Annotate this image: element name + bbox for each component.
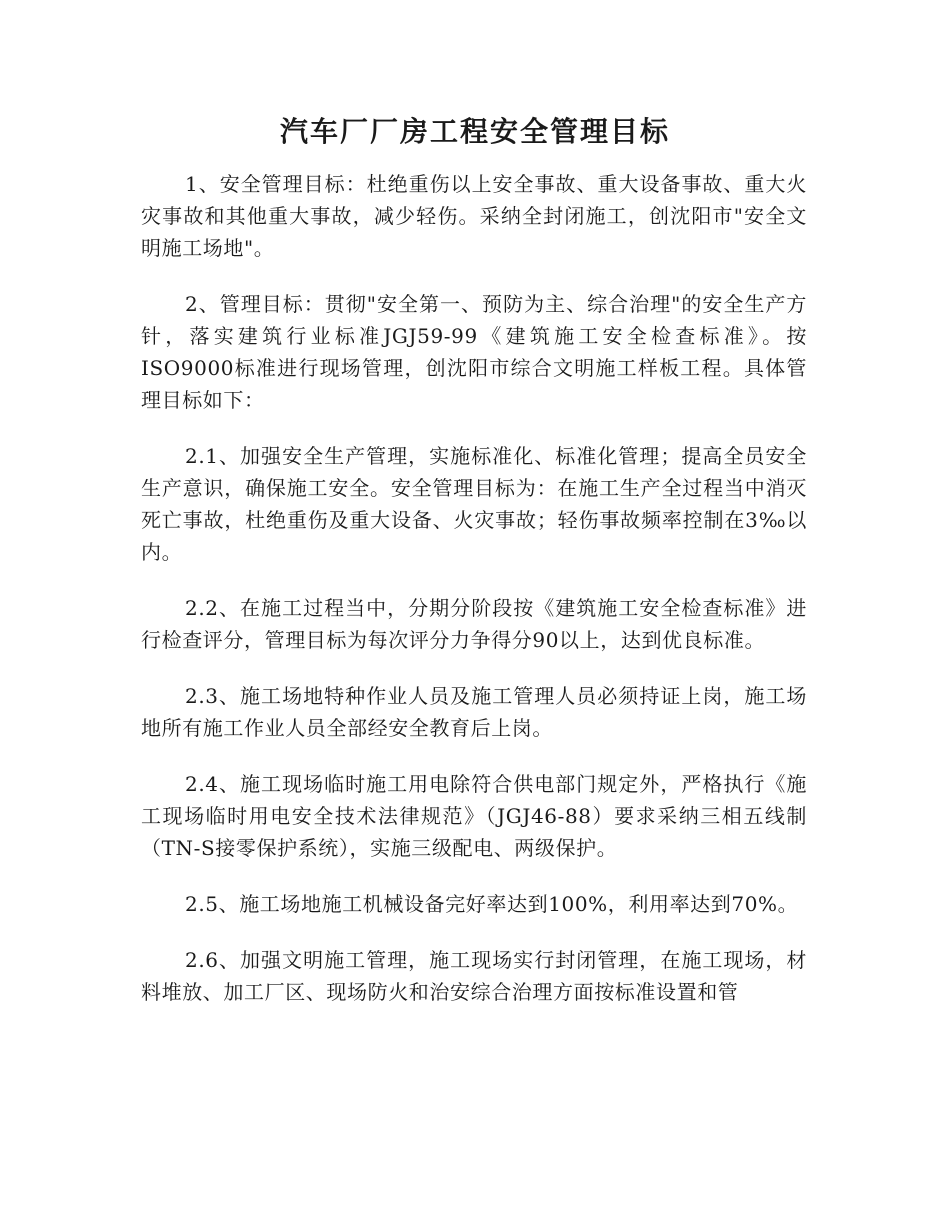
document-title: 汽车厂厂房工程安全管理目标	[279, 115, 670, 148]
paragraph-2-1: 2.1、加强安全生产管理，实施标准化、标准化管理；提高全员安全生产意识，确保施工安全。安全管理目标为：在施工生产全过程当中消灭死亡事故，杜绝重伤及重大设备、火灾事故；轻伤事故频率控制在3‰以内。	[141, 444, 807, 564]
paragraph-2-6: 2.6、加强文明施工管理，施工现场实行封闭管理，在施工现场，材料堆放、加工厂区、现场防火和治安综合治理方面按标准设置和管	[141, 948, 807, 1004]
paragraph-2-4: 2.4、施工现场临时施工用电除符合供电部门规定外，严格执行《施工现场临时用电安全技术法律规范》（JGJ46-88）要求采纳三相五线制（TN-S接零保护系统），实施三级配电、两级保护。	[141, 772, 807, 860]
paragraph-safety-goal: 1、安全管理目标：杜绝重伤以上安全事故、重大设备事故、重大火灾事故和其他重大事故，减少轻伤。采纳全封闭施工，创沈阳市"安全文明施工场地"。	[141, 172, 807, 260]
paragraph-management-goal: 2、管理目标：贯彻"安全第一、预防为主、综合治理"的安全生产方针，落实建筑行业标准JGJ59-99《建筑施工安全检查标准》。按ISO9000标准进行现场管理，创沈阳市综合文明施工样板工程。具体管理目标如下：	[141, 292, 807, 412]
paragraph-2-3: 2.3、施工场地特种作业人员及施工管理人员必须持证上岗，施工场地所有施工作业人员全部经安全教育后上岗。	[141, 684, 807, 740]
paragraph-2-2: 2.2、在施工过程当中，分期分阶段按《建筑施工安全检查标准》进行检查评分，管理目标为每次评分力争得分90以上，达到优良标准。	[141, 596, 807, 652]
paragraph-2-5: 2.5、施工场地施工机械设备完好率达到100%，利用率达到70%。	[185, 892, 799, 916]
document-body	[141, 168, 807, 1032]
